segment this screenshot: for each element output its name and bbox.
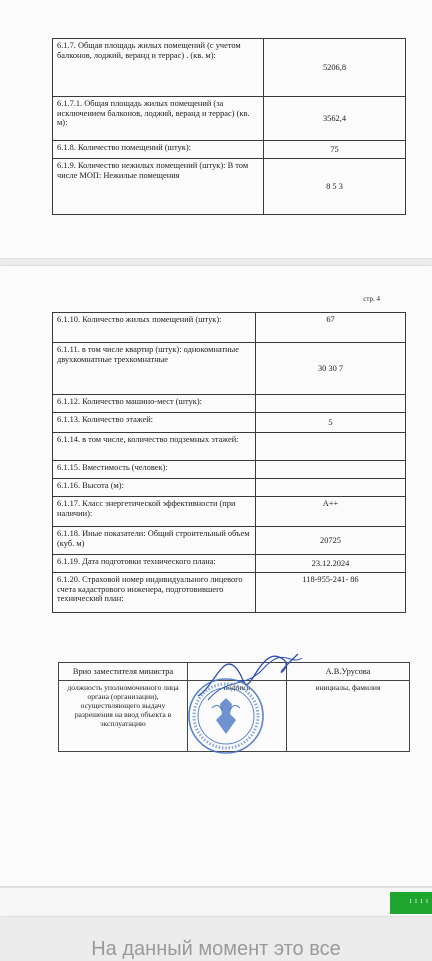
row-label: 6.1.19. Дата подготовки технического плана: [53,555,256,573]
green-badge [390,892,432,914]
name-caption: инициалы, фамилия [287,681,410,752]
row-value: 5206,8 [264,39,406,97]
table-row [53,39,406,97]
row-label: 6.1.16. Высота (м): [53,479,256,497]
row-value: 67 [256,313,406,343]
table-row [53,461,406,479]
table-row [53,573,406,613]
row-label: 6.1.9. Количество нежилых помещений (штук): В том числе МОП: Нежилые помещения [53,159,264,215]
table-row [53,413,406,433]
page-number: стр. 4 [363,295,380,303]
row-value [256,395,406,413]
row-label: 6.1.7. Общая площадь жилых помещений (с учетом балконов, лоджий, веранд и террас) . (кв. м): [53,39,264,97]
table-row [53,343,406,395]
row-value [256,433,406,461]
position-caption: должность уполномоченного лица органа (организации), осуществляющего выдачу разрешения на ввод объекта в эксплуатацию [59,681,188,752]
row-value: 23.12.2024 [256,555,406,573]
table-row [53,555,406,573]
document-page-4 [0,266,432,886]
table-row [53,497,406,527]
name-value: А.В.Урусова [287,663,410,681]
row-value [256,479,406,497]
row-label: 6.1.11. в том числе квартир (штук): однокомнатные двухкомнатные трехкомнатные [53,343,256,395]
row-label: 6.1.18. Иные показатели: Общий строительный объем (куб. м) [53,527,256,555]
document-page-3 [0,0,432,258]
row-value: 8 5 3 [264,159,406,215]
row-label: 6.1.13. Количество этажей: [53,413,256,433]
row-value: 118-955-241- 86 [256,573,406,613]
position-value: Врио заместителя министра [59,663,188,681]
row-value: 75 [264,141,406,159]
table-row [53,479,406,497]
row-label: 6.1.7.1. Общая площадь жилых помещений (за исключением балконов, лоджий, веранд и террас) (кв. м): [53,97,264,141]
row-value: 3562,4 [264,97,406,141]
table-row [53,527,406,555]
table-row [53,159,406,215]
row-label: 6.1.10. Количество жилых помещений (штук): [53,313,256,343]
row-value: 20725 [256,527,406,555]
row-label: 6.1.15. Вместимость (человек): [53,461,256,479]
row-value [256,461,406,479]
official-seal-icon [186,676,266,756]
row-value: A++ [256,497,406,527]
table-row [53,97,406,141]
partial-caption: На данный момент это все [91,938,341,960]
badge-marks: I I I I [409,899,429,905]
table-row [53,433,406,461]
row-label: 6.1.14. в том числе, количество подземных этажей: [53,433,256,461]
document-page-5-edge [0,888,432,916]
row-label: 6.1.12. Количество машино-мест (штук): [53,395,256,413]
indicators-table-2 [52,312,406,613]
table-row [53,395,406,413]
table-row [53,141,406,159]
row-label: 6.1.17. Класс энергетической эффективности (при наличии): [53,497,256,527]
row-value: 30 30 7 [256,343,406,395]
row-value: 5 [256,413,406,433]
row-label: 6.1.8. Количество помещений (штук): [53,141,264,159]
row-label: 6.1.20. Страховой номер индивидуального лицевого счета кадастрового инженера, подготовившего технический план: [53,573,256,613]
indicators-table-1 [52,38,406,215]
table-row [53,313,406,343]
signature-caption: подпись [188,681,287,752]
